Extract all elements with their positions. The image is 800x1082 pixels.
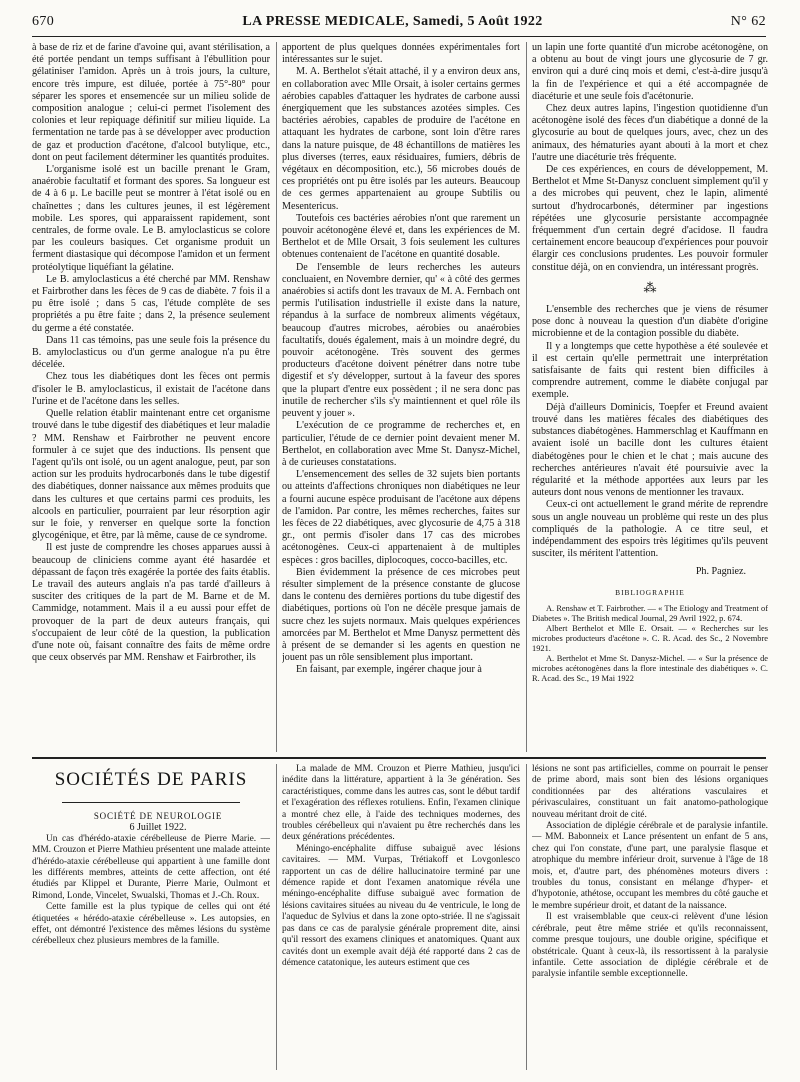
paragraph: L'exécution de ce programme de recherches et, en particulier, l'étude de ce dernier point devaient mener M. Berthelot, en collaboration avec Mme St. Danysz-Michel, à de curieuses constatations. [282,420,520,468]
bibliography-entry: A. Berthelot et Mme St. Danysz-Michel. — « Sur la présence de microbes acétonogènes dans la flore intestinale des diabétiques ». C. R. Acad. des Sc., 19 Mai 1922 [532,653,768,683]
title-rule [62,802,240,803]
paragraph: L'ensemencement des selles de 32 sujets bien portants ou atteints d'affections chroniques non diabétiques ne leur a fourni aucune espèce produisant de l'acétone aux dépens de l'amidon. Par contre, les mêmes recherches, faites sur les fèces de 22 diabétiques, avec glycosurie de 4,75 à 318 gr., ont permis d'isoler dans 17 cas des microbes acétonogènes. Ceux-ci appartenaient à de multiples espèces : gros bacilles, diplocoques, cocco-bacilles, etc. [282,469,520,566]
lower-column-3 [532,764,768,1070]
paragraph: Quelle relation établir maintenant entre cet organisme trouvé dans le tube digestif des diabétiques et leur maladie ? MM. Renshaw et Fairbrother ne peuvent encore formuler à ce sujet que des inductions. Ils pensent que l'agent qu'ils ont isolé, ou un agent analogue, peut, par son action sur les produits hydrocarbonés dans le tube digestif des diabétiques, donner naissance aux mêmes produits que dans les cultures et que certains parmi ces produits, les alcools en particulier, pourraient par leur résorption agir sur le foie, y renverser en quelque sorte la fonction glycogénique, et être, par là même, cause de ce syndrome. [32,408,270,542]
paragraph: lésions ne sont pas artificielles, comme on pourrait le penser de prime abord, mais sont bien des lésions organiques conditionnées par des altérations vasculaires et périvasculaires, constituant un fait anatomo-pathologique nouveau méritant droit de cité. [532,764,768,820]
society-name: SOCIÉTÉ DE NEUROLOGIE [93,811,223,821]
paragraph: Chez deux autres lapins, l'ingestion quotidienne d'un acétonogène isolé des fèces d'un diabétique a donné de la glycosurie au bout de quelques jours, avec, chez un des animaux, des hématuries ayant abouti à la mort et chez l'autre une diacéturie très fréquente. [532,103,768,163]
header-rule [32,36,766,37]
paragraph: De ces expériences, en cours de développement, M. Berthelot et Mme St-Danysz concluent simplement qu'il y a des microbes qui peuvent, chez le lapin, alimenté surtout d'hydrocarbonés, déterminer par ingestions répétées une glycosurie persistante accompagnée fréquemment d'un certain degré d'acidose. Il faudra certainement encore beaucoup d'expériences pour pouvoir élargir ces conclusions prudentes. Les pouvoir formuler constitue déjà, on en conviendra, un intéressant progrès. [532,164,768,273]
upper-column-3 [532,42,768,752]
paragraph: Dans 11 cas témoins, pas une seule fois la présence du B. amyloclasticus ou d'un germe analogue n'a pu être décelée. [32,334,270,371]
paragraph: Cette famille est la plus typique de celles qui ont été étiquetées « hérédo-ataxie cérébelleuse ». Les autopsies, en effet, ont démontré l'existence des mêmes lésions du système cérébelleux chez plusieurs membres de la famille. [32,902,270,947]
paragraph: à base de riz et de farine d'avoine qui, avant stérilisation, a été portée pendant un temps suffisant à l'ébullition pour gélatiniser l'amidon. Après un à trois jours, la culture, encore très impure, est diluée, portée à 75°-80° pour séparer les spores et ensemencée sur un milieu solide de composition analogue ; celui-ci permet l'isolement des colonies et leur repiquage définitif sur milieu liquide. La fermentation ne tarde pas à se développer avec production de gaz et production d'acétone, d'alcool butylique, etc., dont on peut facilement déterminer les quantités produites. [32,42,270,163]
paragraph: L'organisme isolé est un bacille prenant le Gram, anaérobie facultatif et formant des spores. Sa longueur est de 4 à 6 μ. Le bacille peut se montrer à l'état isolé ou en chaînettes ; dans les cultures jeunes, il est légèrement mobile. Les spores, qui apparaissent rapidement, sont centrales, de forme ovale. Le B. amyloclasticus se colore par les couleurs basiques. Cet organisme produit un ferment diastasique qui décompose l'amidon et un ferment protéolytique liquéfiant la gélatine. [32,164,270,273]
upper-column-2 [282,42,520,752]
paragraph: Un cas d'hérédo-ataxie cérébelleuse de Pierre Marie. — MM. Crouzon et Pierre Mathieu présentent une malade atteinte d'hérédo-ataxie cérébelleuse qui appartient à une famille dont les différents membres, atteints de cette affection, ont été étudiés par Klippel et Durante, Pierre Marie, Oulmont et Rimond, Londe, Vincelet, Swualski, Thomas et J.-Ch. Roux. [32,833,270,901]
bibliography-heading: BIBLIOGRAPHIE [615,587,685,597]
section-rule [32,757,766,759]
column-divider [526,42,527,752]
paragraph: Il y a longtemps que cette hypothèse a été soulevée et il est certain qu'elle permettrait une interprétation satisfaisante de faits qui restent bien difficiles à comprendre autrement, comme le diabète conjugal par exemple. [532,340,768,401]
paragraph: Bien évidemment la présence de ces microbes peut résulter simplement de la présence constante de glucose dans le contenu des dernières portions du tube digestif des diabétiques, portions où l'on ne décèle presque jamais de sucre chez les sujets normaux. Mais quelques expériences amorcées par M. Berthelot et Mme Danysz permettent dès à présent de se demander si les agents en question ne jouent pas un rôle sensiblement plus important. [282,566,520,664]
paragraph: Il est juste de comprendre les choses apparues aussi à beaucoup de cliniciens comme ayant été hasardée et dépassant de façon très exagérée la portée des faits établis. Le travail des auteurs anglais n'a pas tardé d'ailleurs à susciter des critiques de la part de M. Barne et de M. Cammidge, notamment. Mais il a eu aussi pour effet de provoquer de la part de deux auteurs français, qui s'occupaient de leur côté de la question, la publication d'une note où, faisant connaître des faits de même ordre que ceux observés par MM. Renshaw et Fairbrother, ils [32,542,270,664]
page-header [32,14,766,34]
paragraph: un lapin une forte quantité d'un microbe acétonogène, on a obtenu au bout de vingt jours une glycosurie de 7 gr. environ qui a duré cinq mois et demi, c'est-à-dire jusqu'à la fin de l'expérience et qui a été accompagnée de diacéturie et une seule fois d'acétonurie. [532,42,768,102]
lower-column-1 [32,764,270,1070]
paragraph: En faisant, par exemple, ingérer chaque jour à [296,664,482,676]
paragraph: Le B. amyloclasticus a été cherché par MM. Renshaw et Fairbrother dans les fèces de 9 cas de diabète. 7 fois il a pu être isolé ; dans 5 cas, l'étude complète de ses propriétés a pu être faite ; dans 2, la présence seulement du germe a été constatée. [32,273,270,334]
column-divider [276,42,277,752]
section-title: SOCIÉTÉS DE PARIS [54,769,248,790]
bibliography-entry: Albert Berthelot et Mlle E. Orsait. — « Recherches sur les microbes producteurs d'acétone ». C. R. Acad. des Sc., 2 Novembre 1921. [532,623,768,653]
paragraph: Toutefois ces bactéries aérobies n'ont que rarement un pouvoir acétonogène élevé et, dans les expériences de M. Berthelot et de Mlle Orsait, 3 fois seulement les cultures obtenues contenaient de l'acétone en quantité dosable. [282,212,520,261]
page-number: 670 [32,14,55,29]
issue-number: N° 62 [730,14,766,29]
journal-title: LA PRESSE MEDICALE, Samedi, 5 Août 1922 [242,14,543,29]
author-signature: Ph. Pagniez. [695,566,746,578]
paragraph: Chez tous les diabétiques dont les fèces ont permis d'isoler le B. amyloclasticus, il existait de l'acétone dans l'urine et de l'acétone dans les selles. [32,371,270,407]
session-date: 6 Juillet 1922. [129,822,187,834]
column-divider [526,764,527,1070]
bibliography-entry: A. Renshaw et T. Fairbrother. — « The Etiology and Treatment of Diabetes ». The British medical Journal, 29 Avril 1922, p. 674. [532,603,768,623]
paragraph: apportent de plus quelques données expérimentales fort intéressantes sur le sujet. [282,42,520,66]
paragraph: Ceux-ci ont actuellement le grand mérite de reprendre sous un angle nouveau un problème qui reste un des plus compliqués de la pathologie. A ce titre seul, et indépendamment des espoirs très légitimes qu'ils peuvent susciter, ils méritent l'attention. [532,499,768,560]
paragraph: La malade de MM. Crouzon et Pierre Mathieu, jusqu'ici inédite dans la littérature, appartient à la 3e génération. Ses caractéristiques, comme dans les autres cas, sont le début tardif et l'exagération des réflexes rotuliens. Enfin, l'examen clinique a montré chez elle, à l'aide des techniques modernes, des troubles cérébelleux qui n'avaient pu être recherchés dans les deux générations précédentes. [282,764,520,843]
lower-column-2 [282,764,520,1070]
paragraph: Méningo-encéphalite diffuse subaiguë avec lésions cavitaires. — MM. Vurpas, Trétiakoff et Lovgonlesco rapportent un cas de délire hallucinatoire terminé par une démence rapide et dont l'examen anatomique révéla une méningo-encéphalite diffuse subaiguë avec formation de lésions cavitaires situées au niveau du 4e ventricule, le long de l'aqueduc de Sylvius et dans la zone opto-striée. Il ne s'agissait pas dans ce cas de paralysie générale proprement dite, ainsi qu'il ressort des examens cliniques et anatomiques. Quant aux cavités dont un exemple avait déjà été rapporté dans 2 cas de démence catatonique, les auteurs estiment que ces [282,843,520,968]
paragraph: Association de diplégie cérébrale et de paralysie infantile. — MM. Babonneix et Lance présentent un enfant de 5 ans, chez qui l'on constate, d'une part, une paralysie flasque et atrophique du membre inférieur droit, survenue à l'âge de 18 mois, et, d'autre part, des phénomènes moteurs divers : troubles du tonus, consistant en mélange d'hyper- et d'hypotonie, athétose, occupant les membres du côté gauche et le membre supérieur droit, et datant de la naissance. [532,821,768,911]
paragraph: M. A. Berthelot s'était attaché, il y a environ deux ans, en collaboration avec Mlle Orsait, à isoler certains germes aérobies capables d'attaquer les hydrates de carbone aussi énergiquement que les substances azotées simples. Ces bactéries aérobies, capables de produire de l'acétone en attaquant les hydrates de carbone, sont loin d'être rares dans la nature puisque, de 48 échantillons de matières les plus diverses (terres, eaux résiduaires, fumiers, débris de végétaux en décomposition, etc.), 56 microbes doués de ces propriétés ont pu être isolés par les auteurs. Beaucoup de ces germes appartenaient au groupe Subtilis ou Mesentericus. [282,66,520,212]
paragraph: De l'ensemble de leurs recherches les auteurs concluaient, en Novembre dernier, qu' « à côté des germes anaérobies si actifs dont les travaux de M. A. Fernbach ont permis l'utilisation industrielle il existe dans la nature, répandus à la surface de nombreux aliments végétaux, beaucoup d'autres microbes, aérobies ou anaérobies facultatifs, doués également, mais à un moindre degré, du pouvoir acétonogène. Très souvent des germes producteurs d'acétone doivent pénétrer dans notre tube digestif et s'y développer, surtout à la faveur des spores que la plupart d'entre eux possèdent ; il ne sera donc pas inutile de rechercher s'ils s'y maintiennent et quel rôle ils peuvent y jouer ». [282,261,520,420]
paragraph: Il est vraisemblable que ceux-ci relèvent d'une lésion cérébrale, peut être même striée et qu'ils reconnaissent, comme presque toujours, une double origine, spécifique et obstétricale. Quant à ceux-là, ils ressortissent à la paralysie infantile. Cette association de diplégie cérébrale et de paralysie infantile semble exceptionnelle. [532,912,768,980]
paragraph: L'ensemble des recherches que je viens de résumer pose donc à nouveau la question d'un diabète d'origine microbienne et de la contagion possible du diabète. [532,304,768,340]
column-divider [276,764,277,1070]
upper-column-1 [32,42,270,752]
paragraph: Déjà d'ailleurs Dominicis, Toepfer et Freund avaient trouvé dans les matières fécales des diabétiques des substances diabétogènes. Hammerschlag et Kauffmann en avaient isolé un bacille dont les cultures étaient diabétogènes pour le chien et le chat ; mais aucune des recherches antérieures n'avait été poursuivie avec la régularité et la méthode apportées aux leurs par les auteurs dont nous venons de mentionner les travaux. [532,401,768,499]
section-break-asterism: ⁂ [643,279,657,295]
